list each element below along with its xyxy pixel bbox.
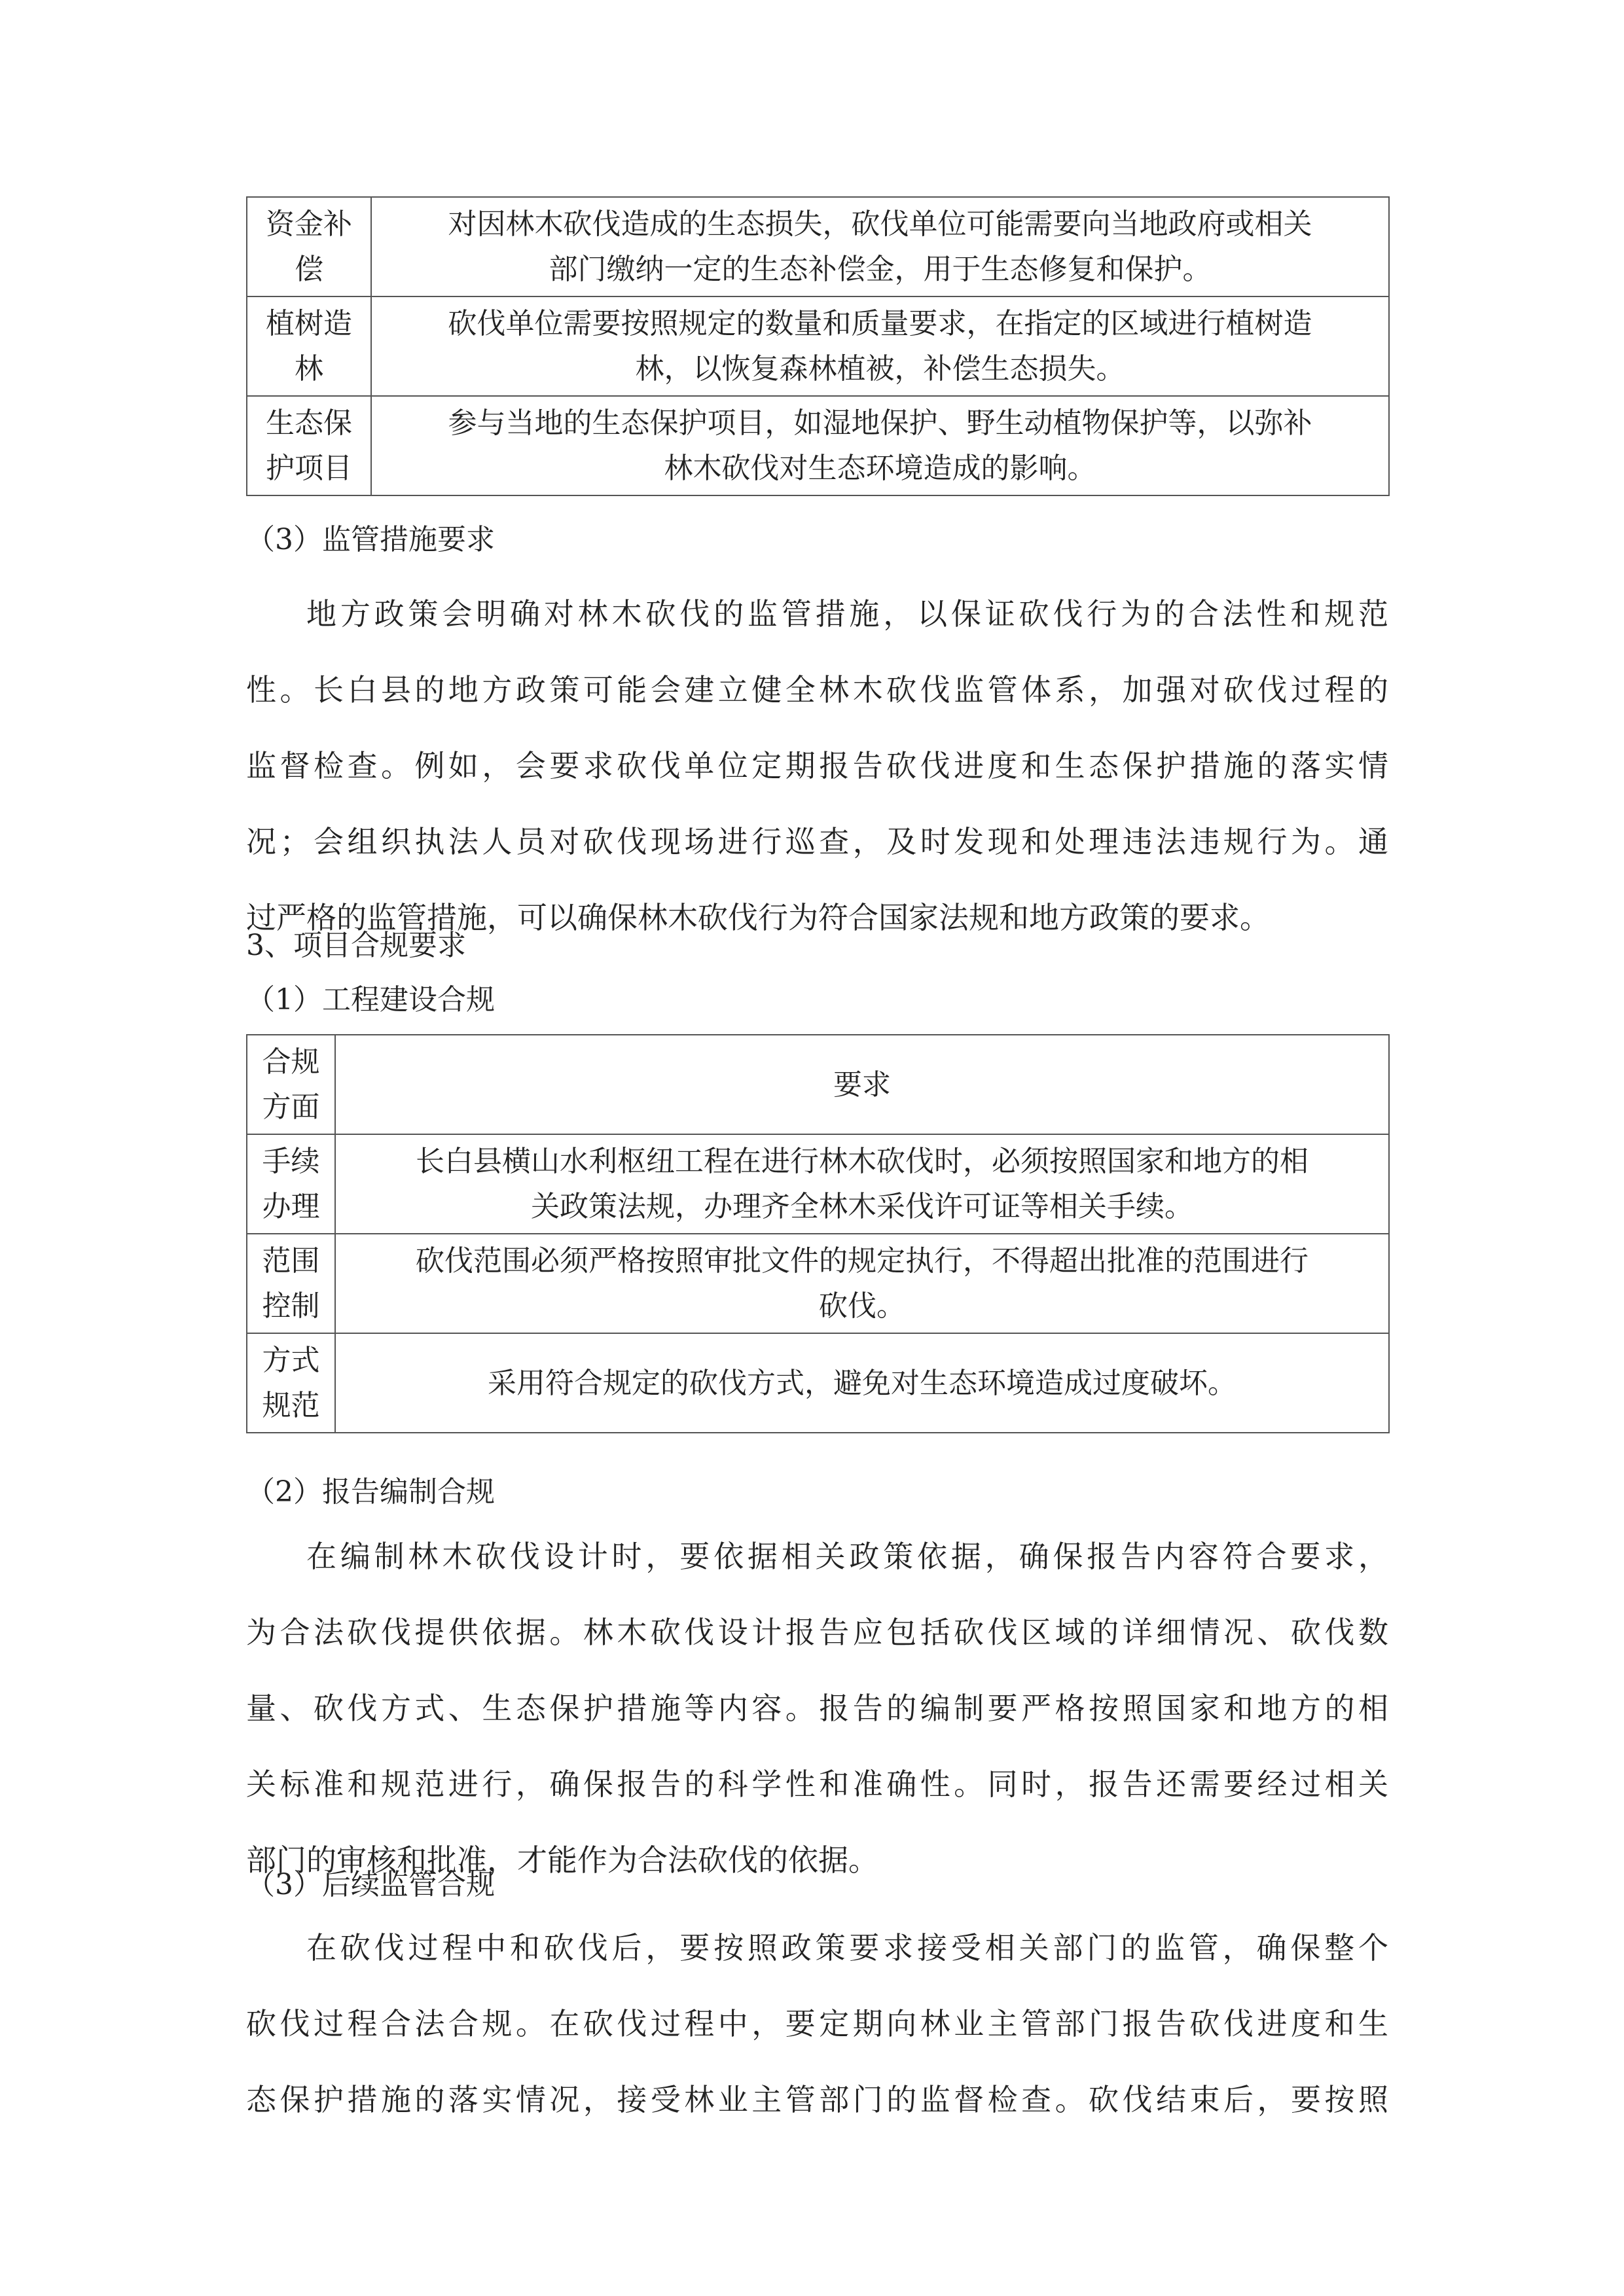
table-value-cell: [371, 396, 1389, 495]
key-line: 合规: [262, 1045, 320, 1079]
key-line: 林: [295, 352, 323, 386]
table-value-cell: [371, 197, 1389, 296]
paragraph-line: 为合法砍伐提供依据。林木砍伐设计报告应包括砍伐区域的详细情况、砍伐数: [246, 1615, 1388, 1650]
paragraph-line: 监督检查。例如，会要求砍伐单位定期报告砍伐进度和生态保护措施的落实情: [246, 748, 1388, 783]
key-line: 手续: [262, 1145, 320, 1178]
table-header-value: 要求: [335, 1035, 1389, 1134]
table-header-row: [247, 1035, 1389, 1134]
key-line: 办理: [262, 1190, 320, 1223]
key-line: 护项目: [266, 452, 352, 485]
value-line: 砍伐范围必须严格按照审批文件的规定执行，不得超出批准的范围进行: [416, 1244, 1308, 1278]
value-line: 参与当地的生态保护项目，如湿地保护、野生动植物保护等，以弥补: [448, 406, 1312, 440]
key-line: 方面: [262, 1090, 320, 1124]
paragraph-line: 在编制林木砍伐设计时，要依据相关政策依据，确保报告内容符合要求，: [306, 1539, 1388, 1574]
subsection-heading-construction: （1）工程建设合规: [246, 983, 495, 1016]
paragraph-line: 地方政策会明确对林木砍伐的监管措施，以保证砍伐行为的合法性和规范: [306, 596, 1388, 632]
section-heading-project: 3、项目合规要求: [246, 929, 466, 962]
table-key-cell: [247, 1134, 335, 1234]
paragraph-line: 性。长白县的地方政策可能会建立健全林木砍伐监管体系，加强对砍伐过程的: [246, 672, 1388, 708]
paragraph-line: 关标准和规范进行，确保报告的科学性和准确性。同时，报告还需要经过相关: [246, 1767, 1388, 1802]
table-key-cell: [247, 1333, 335, 1433]
paragraph-line: 在砍伐过程中和砍伐后，要按照政策要求接受相关部门的监管，确保整个: [306, 1930, 1388, 1965]
paragraph-supervision: [246, 576, 1388, 956]
key-line: 资金补: [266, 207, 352, 241]
key-line: 方式: [262, 1344, 320, 1377]
table-value-cell: [371, 296, 1389, 396]
subsection-heading-report: （2）报告编制合规: [246, 1475, 495, 1509]
table-row: [247, 1134, 1389, 1234]
table-key-cell: [247, 296, 371, 396]
table-row: [247, 396, 1389, 495]
table-row: [247, 197, 1389, 296]
value-line: 林木砍伐对生态环境造成的影响。: [664, 452, 1096, 485]
subsection-heading-followup: （3）后续监管合规: [246, 1868, 495, 1901]
key-line: 规范: [262, 1389, 320, 1422]
paragraph-line: 过严格的监管措施，可以确保林木砍伐行为符合国家法规和地方政策的要求。: [246, 900, 1270, 935]
paragraph-line: 砍伐过程合法合规。在砍伐过程中，要定期向林业主管部门报告砍伐进度和生: [246, 2006, 1388, 2041]
key-line: 植树造: [266, 307, 352, 340]
table-row: [247, 296, 1389, 396]
value-line: 砍伐。: [819, 1289, 905, 1323]
table-value-cell: [335, 1234, 1389, 1333]
value-line: 采用符合规定的砍伐方式，避免对生态环境造成过度破坏。: [488, 1366, 1236, 1400]
table-value-cell: [335, 1333, 1389, 1433]
compensation-table: [246, 196, 1390, 496]
value-line: 砍伐单位需要按照规定的数量和质量要求，在指定的区域进行植树造: [448, 307, 1312, 340]
value-line: 部门缴纳一定的生态补偿金，用于生态修复和保护。: [549, 253, 1212, 286]
value-line: 对因林木砍伐造成的生态损失，砍伐单位可能需要向当地政府或相关: [448, 207, 1312, 241]
table-key-cell: [247, 197, 371, 296]
key-line: 范围: [262, 1244, 320, 1278]
key-line: 生态保: [266, 406, 352, 440]
section-heading-supervision: （3）监管措施要求: [246, 523, 495, 556]
key-line: 偿: [295, 253, 323, 286]
paragraph-line: 部门的审核和批准，才能作为合法砍伐的依据。: [246, 1842, 878, 1878]
table-key-cell: [247, 1234, 335, 1333]
paragraph-line: 况；会组织执法人员对砍伐现场进行巡查，及时发现和处理违法违规行为。通: [246, 824, 1388, 859]
table-value-cell: [335, 1134, 1389, 1234]
table-header-key: [247, 1035, 335, 1134]
paragraph-line: 量、砍伐方式、生态保护措施等内容。报告的编制要严格按照国家和地方的相: [246, 1691, 1388, 1726]
paragraph-report: [246, 1518, 1388, 1898]
value-line: 关政策法规，办理齐全林木采伐许可证等相关手续。: [531, 1190, 1193, 1223]
value-line: 长白县横山水利枢纽工程在进行林木砍伐时，必须按照国家和地方的相: [416, 1145, 1308, 1178]
table-row: [247, 1234, 1389, 1333]
key-line: 控制: [262, 1289, 320, 1323]
paragraph-followup: [246, 1910, 1388, 2138]
table-row: [247, 1333, 1389, 1433]
table-key-cell: [247, 396, 371, 495]
compliance-table: [246, 1034, 1390, 1433]
paragraph-line: 态保护措施的落实情况，接受林业主管部门的监督检查。砍伐结束后，要按照: [246, 2082, 1388, 2117]
value-line: 林，以恢复森林植被，补偿生态损失。: [635, 352, 1125, 386]
